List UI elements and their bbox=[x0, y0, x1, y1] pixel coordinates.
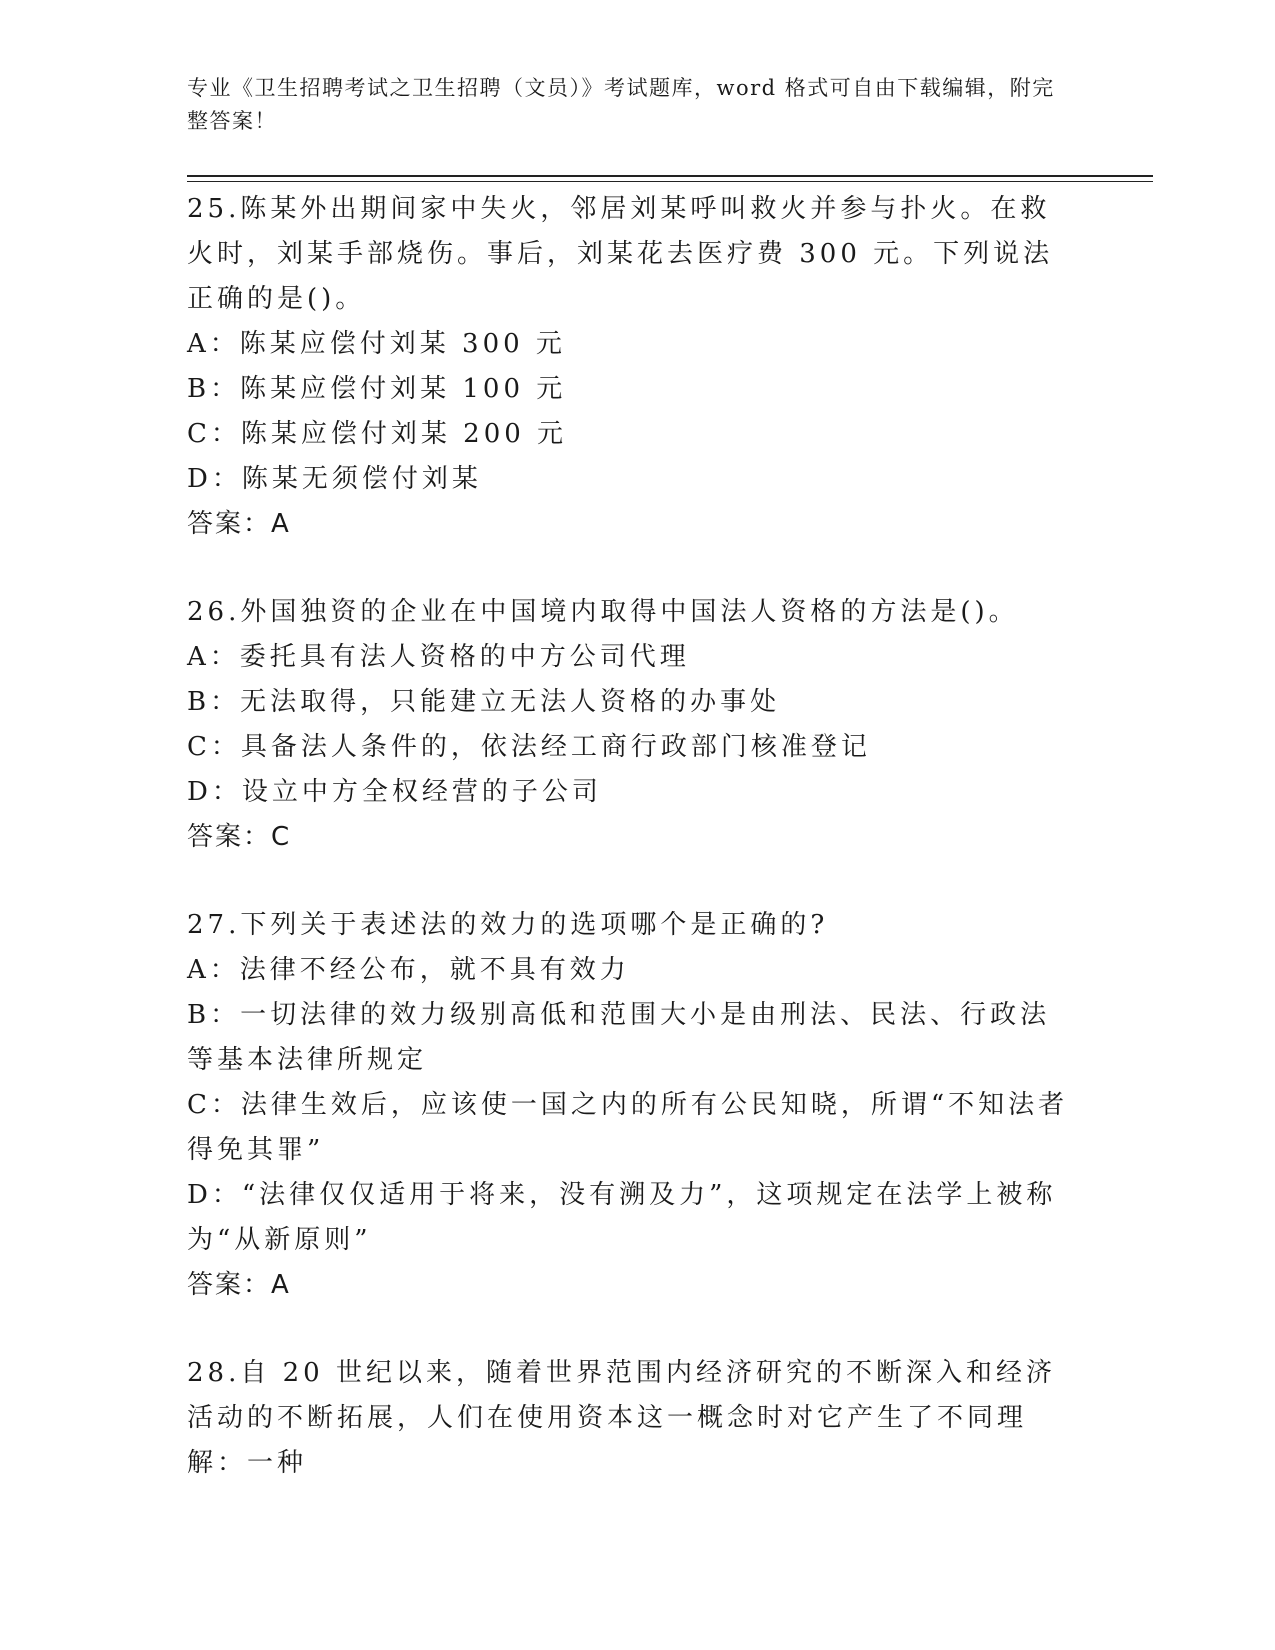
question-stem: 27.下列关于表述法的效力的选项哪个是正确的? bbox=[187, 910, 829, 940]
question-list bbox=[187, 187, 1077, 1529]
option-a: A：法律不经公布，就不具有效力 bbox=[187, 955, 630, 985]
question-27 bbox=[187, 903, 1077, 1308]
option-d: D：“法律仅仅适用于将来，没有溯及力”，这项规定在法学上被称为“从新原则” bbox=[187, 1180, 1057, 1255]
question-25 bbox=[187, 187, 1077, 547]
question-stem: 25.陈某外出期间家中失火，邻居刘某呼叫救火并参与扑火。在救火时，刘某手部烧伤。事后，刘某花去医疗费 300 元。下列说法正确的是()。 bbox=[187, 194, 1054, 314]
question-28 bbox=[187, 1351, 1077, 1486]
question-26 bbox=[187, 590, 1077, 860]
answer-line: 答案：A bbox=[187, 509, 291, 539]
question-stem: 26.外国独资的企业在中国境内取得中国法人资格的方法是()。 bbox=[187, 597, 1019, 627]
document-header: 专业《卫生招聘考试之卫生招聘（文员）》考试题库，word 格式可自由下载编辑，附完整答案！ bbox=[187, 76, 1055, 133]
option-c: C：具备法人条件的，依法经工商行政部门核准登记 bbox=[187, 732, 871, 762]
header-rule-thick bbox=[187, 175, 1153, 177]
answer-line: 答案：C bbox=[187, 822, 292, 852]
option-a: A：陈某应偿付刘某 300 元 bbox=[187, 329, 566, 359]
question-stem: 28.自 20 世纪以来，随着世界范围内经济研究的不断深入和经济活动的不断拓展，人们在使用资本这一概念时对它产生了不同理解：一种 bbox=[187, 1358, 1056, 1478]
option-d: D：陈某无须偿付刘某 bbox=[187, 464, 482, 494]
option-d: D：设立中方全权经营的子公司 bbox=[187, 777, 602, 807]
answer-line: 答案：A bbox=[187, 1270, 291, 1300]
option-c: C：陈某应偿付刘某 200 元 bbox=[187, 419, 568, 449]
option-b: B：无法取得，只能建立无法人资格的办事处 bbox=[187, 687, 781, 717]
option-a: A：委托具有法人资格的中方公司代理 bbox=[187, 642, 690, 672]
option-b: B：一切法律的效力级别高低和范围大小是由刑法、民法、行政法等基本法律所规定 bbox=[187, 1000, 1051, 1075]
header-rule-thin bbox=[187, 181, 1153, 182]
option-b: B：陈某应偿付刘某 100 元 bbox=[187, 374, 567, 404]
option-c: C：法律生效后，应该使一国之内的所有公民知晓，所谓“不知法者得免其罪” bbox=[187, 1090, 1069, 1165]
